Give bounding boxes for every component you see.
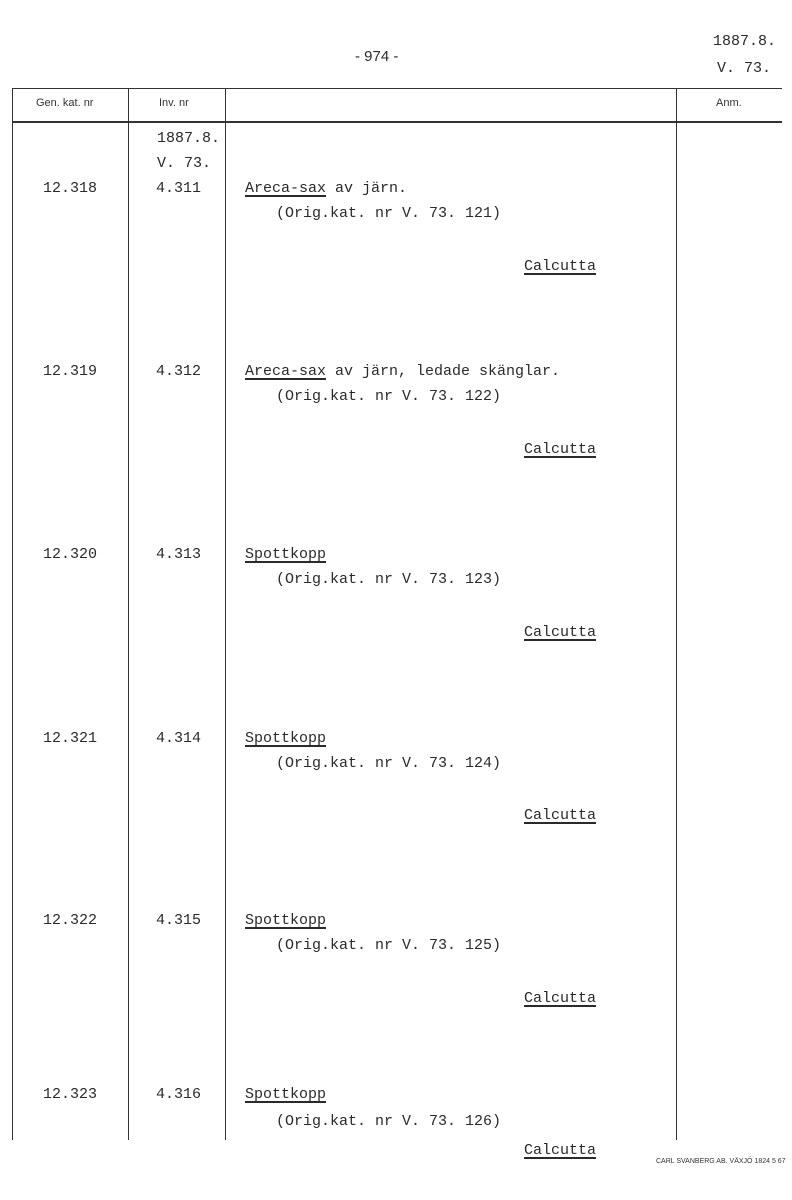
entry-place: Calcutta <box>524 807 597 824</box>
entry-description <box>245 912 326 929</box>
entry-gen-nr: 12.322 <box>43 912 98 929</box>
entry-gen-nr: 12.318 <box>43 180 98 197</box>
ref-line-1: 1887.8. <box>713 33 777 50</box>
entry-description <box>245 180 407 197</box>
col-header-gen-kat: Gen. kat. nr <box>36 97 94 109</box>
entry-description <box>245 546 326 563</box>
column-divider-2 <box>128 88 129 1140</box>
entry-inv-nr: 4.311 <box>156 180 202 197</box>
entry-desc: av järn, ledade skänglar. <box>326 363 561 380</box>
entry-place: Calcutta <box>524 441 597 458</box>
ref-line-2: V. 73. <box>717 60 772 77</box>
entry-place: Calcutta <box>524 1142 597 1159</box>
col-header-inv: Inv. nr <box>159 97 189 109</box>
entry-inv-nr: 4.313 <box>156 546 202 563</box>
entry-inv-nr: 4.315 <box>156 912 202 929</box>
entry-description <box>245 730 326 747</box>
entry-desc: av järn. <box>326 180 408 197</box>
entry-orig-ref: (Orig.kat. nr V. 73. 125) <box>276 937 502 954</box>
column-divider-3 <box>225 88 226 1140</box>
entry-inv-nr: 4.312 <box>156 363 202 380</box>
column-divider-4 <box>676 88 677 1140</box>
block-ref-line-2: V. 73. <box>157 155 212 172</box>
entry-inv-nr: 4.314 <box>156 730 202 747</box>
entry-title: Spottkopp <box>245 730 327 747</box>
entry-gen-nr: 12.319 <box>43 363 98 380</box>
column-divider-1 <box>12 88 13 1140</box>
entry-gen-nr: 12.321 <box>43 730 98 747</box>
entry-orig-ref: (Orig.kat. nr V. 73. 124) <box>276 755 502 772</box>
entry-place: Calcutta <box>524 624 597 641</box>
entry-gen-nr: 12.320 <box>43 546 98 563</box>
entry-place: Calcutta <box>524 258 597 275</box>
entry-orig-ref: (Orig.kat. nr V. 73. 126) <box>276 1113 502 1130</box>
col-header-anm: Anm. <box>716 97 742 109</box>
entry-title: Areca-sax <box>245 180 327 197</box>
entry-orig-ref: (Orig.kat. nr V. 73. 122) <box>276 388 502 405</box>
entry-title: Spottkopp <box>245 546 327 563</box>
entry-title: Spottkopp <box>245 1086 327 1103</box>
printer-mark: CARL SVANBERG AB. VÄXJÖ 1824 5 67 <box>656 1158 786 1165</box>
entry-gen-nr: 12.323 <box>43 1086 98 1103</box>
entry-inv-nr: 4.316 <box>156 1086 202 1103</box>
entry-description <box>245 1086 326 1103</box>
entry-orig-ref: (Orig.kat. nr V. 73. 121) <box>276 205 502 222</box>
entry-title: Areca-sax <box>245 363 327 380</box>
entry-place: Calcutta <box>524 990 597 1007</box>
page-number: - 974 - <box>355 48 399 65</box>
entry-orig-ref: (Orig.kat. nr V. 73. 123) <box>276 571 502 588</box>
entry-title: Spottkopp <box>245 912 327 929</box>
entry-description <box>245 363 560 380</box>
block-ref-line-1: 1887.8. <box>157 130 221 147</box>
